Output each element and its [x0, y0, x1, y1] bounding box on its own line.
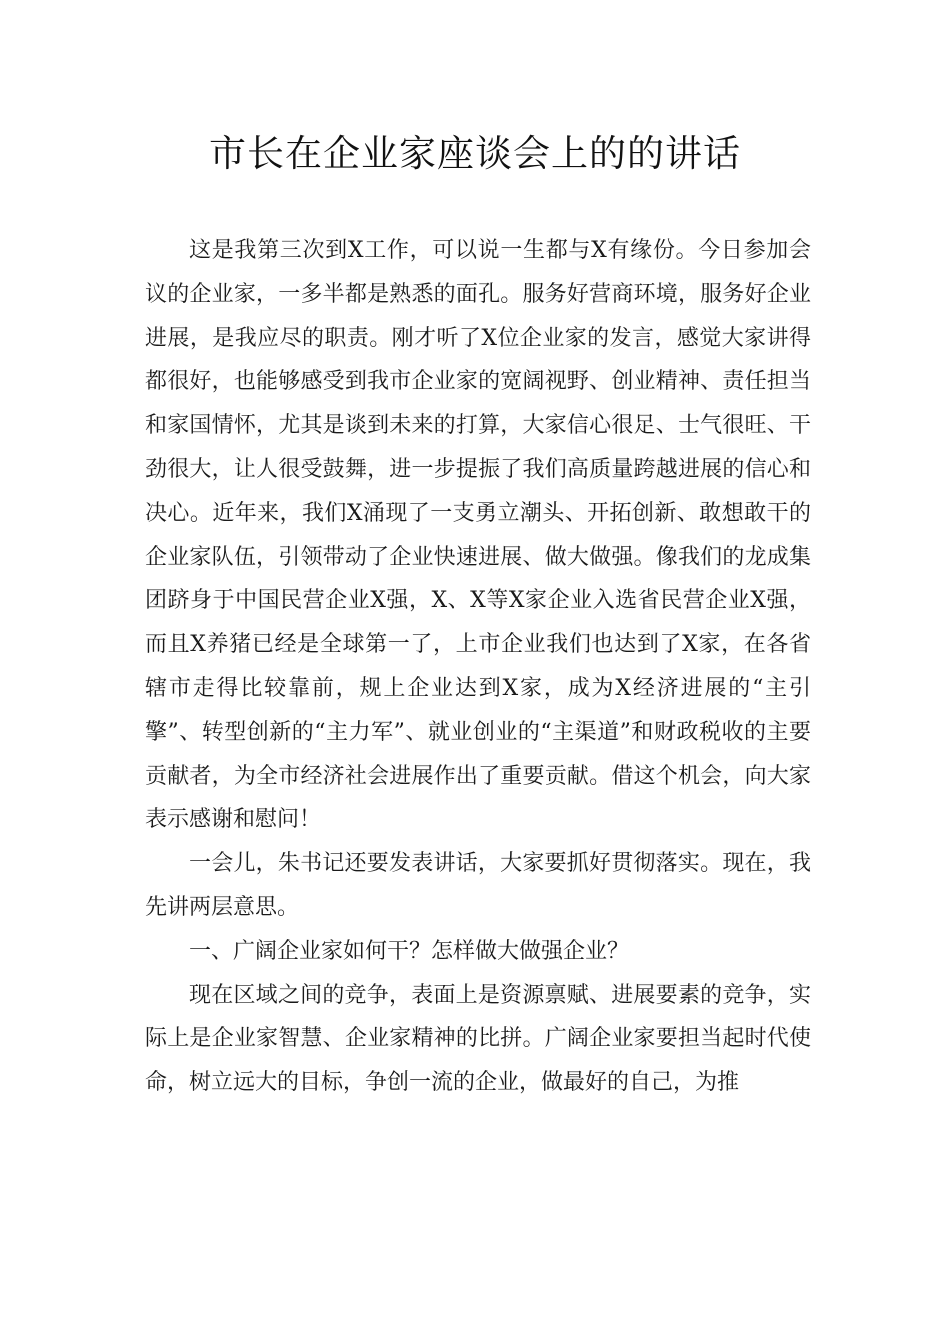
paragraph-section-1: 现在区域之间的竞争，表面上是资源禀赋、进展要素的竞争，实际上是企业家智慧、企业家精神的比拼。广阔企业家要担当起时代使命，树立远大的目标，争创一流的企业，做最好的自己，为推	[145, 982, 811, 1096]
paragraph-transition: 一会儿，朱书记还要发表讲话，大家要抓好贯彻落实。现在，我先讲两层意思。	[145, 851, 811, 920]
section-heading-1: 一、广阔企业家如何干？怎样做大做强企业？	[189, 938, 630, 964]
document-title: 市长在企业家座谈会上的的讲话	[209, 132, 741, 175]
document-body	[145, 229, 811, 1105]
paragraph-intro: 这是我第三次到X工作，可以说一生都与X有缘份。今日参加会议的企业家，一多半都是熟悉的面孔。服务好营商环境，服务好企业进展，是我应尽的职责。刚才听了X位企业家的发言，感觉大家讲得都很好，也能够感受到我市企业家的宽阔视野、创业精神、责任担当和家国情怀，尤其是谈到未来的打算，大家信心很足、士气很旺、干劲很大，让人很受鼓舞，进一步提振了我们高质量跨越进展的信心和决心。近年来，我们X涌现了一支勇立潮头、开拓创新、敢想敢干的企业家队伍，引领带动了企业快速进展、做大做强。像我们的龙成集团跻身于中国民营企业X强，X、X等X家企业入选省民营企业X强，而且X养猪已经是全球第一了，上市企业我们也达到了X家，在各省辖市走得比较靠前，规上企业达到X家，成为X经济进展的“主引擎”、转型创新的“主力军”、就业创业的“主渠道”和财政税收的主要贡献者，为全市经济社会进展作出了重要贡献。借这个机会，向大家表示感谢和慰问！	[145, 238, 811, 833]
